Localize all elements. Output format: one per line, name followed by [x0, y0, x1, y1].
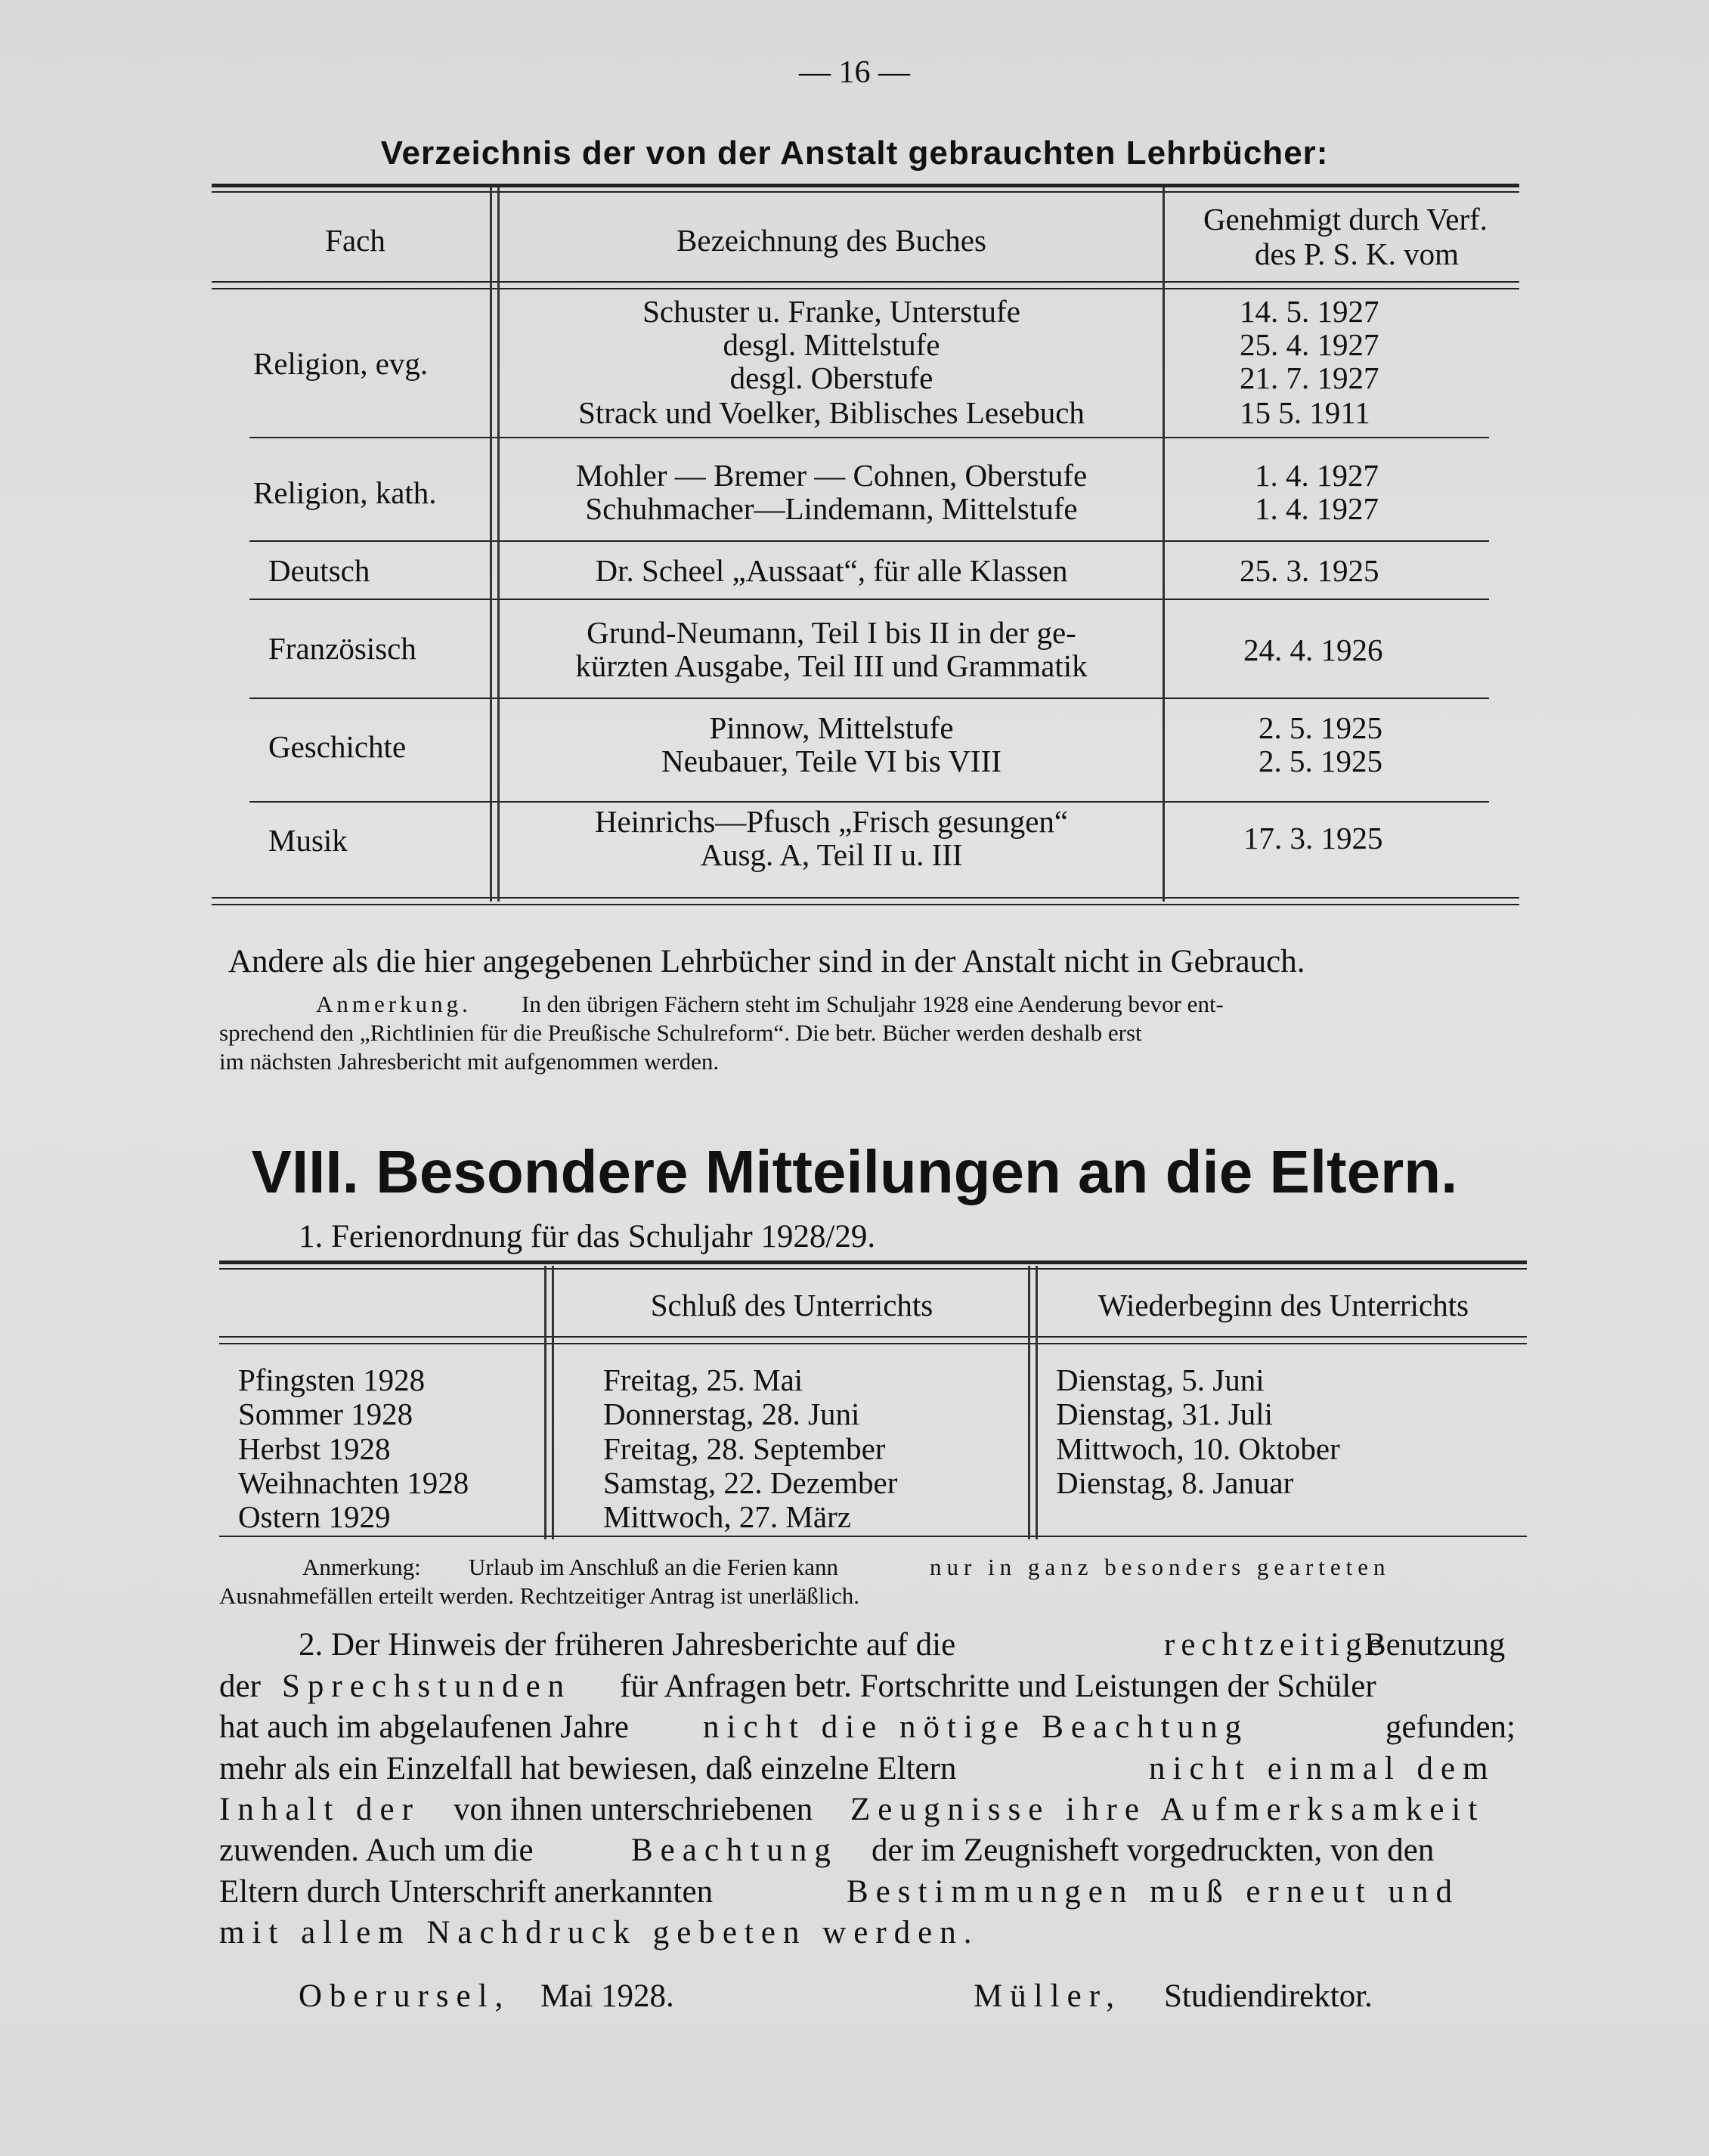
approval-date: 21. 7. 1927: [1240, 360, 1379, 395]
row-divider: [249, 540, 1489, 542]
column-rule: [1036, 1266, 1038, 1539]
book-title: Heinrichs—Pfusch „Frisch gesungen“: [594, 804, 1069, 839]
column-rule: [1028, 1266, 1030, 1539]
book-title: Neubauer, Teile VI bis VIII: [661, 744, 1002, 778]
column-rule: [490, 187, 492, 902]
table-top-rule: [212, 184, 1519, 187]
para-emphasis: nicht einmal dem: [1149, 1751, 1496, 1786]
para-emphasis: mit allem Nachdruck gebeten werden.: [219, 1915, 980, 1950]
table-bottom-rule: [212, 897, 1519, 899]
signature-place: Oberursel,: [299, 1978, 511, 2014]
end-date: Donnerstag, 28. Juni: [603, 1397, 860, 1431]
table-bottom-rule: [219, 1536, 1527, 1537]
para-emphasis: Zeugnisse ihre Aufmerksamkeit: [850, 1792, 1485, 1827]
restart-date: Dienstag, 5. Juni: [1056, 1363, 1265, 1397]
book-title: Schuhmacher—Lindemann, Mittelstufe: [585, 491, 1078, 526]
book-title: Dr. Scheel „Aussaat“, für alle Klassen: [595, 553, 1068, 588]
restart-date: Dienstag, 31. Juli: [1056, 1397, 1273, 1431]
note-label: Anmerkung:: [302, 1554, 421, 1580]
table-header-rule-2: [212, 288, 1519, 289]
para-text: gefunden;: [1385, 1709, 1515, 1745]
row-divider: [249, 698, 1489, 699]
book-title: Ausg. A, Teil II u. III: [700, 837, 963, 872]
note-text: Ausnahmefällen erteilt werden. Rechtzeitiger Antrag ist unerläßlich.: [219, 1582, 860, 1609]
para-emphasis: Beachtung: [631, 1833, 838, 1868]
row-subject: Deutsch: [268, 553, 370, 588]
book-title: Schuster u. Franke, Unterstufe: [642, 294, 1020, 329]
para-text: der im Zeugnisheft vorgedruckten, von den: [872, 1833, 1435, 1868]
holiday-name: Pfingsten 1928: [238, 1363, 426, 1397]
note-text: sprechend den „Richtlinien für die Preußische Schulreform“. Die betr. Bücher werden deshalb erst: [219, 1019, 1142, 1046]
para-text: Eltern durch Unterschrift anerkannten: [219, 1874, 714, 1910]
holiday-name: Ostern 1929: [238, 1499, 391, 1534]
book-title: desgl. Mittelstufe: [723, 327, 940, 362]
row-subject: Musik: [268, 823, 348, 858]
para-text: zuwenden. Auch um die: [219, 1833, 534, 1868]
signature-name: Müller,: [974, 1978, 1122, 2014]
para-text: mehr als ein Einzelfall hat bewiesen, daß einzelne Eltern: [219, 1751, 957, 1786]
approval-date: 1. 4. 1927: [1255, 458, 1379, 493]
row-divider: [249, 437, 1489, 438]
table-top-rule-thin: [212, 191, 1519, 193]
note-text: In den übrigen Fächern steht im Schuljahr 1928 eine Aenderung bevor ent-: [522, 991, 1224, 1017]
column-rule: [544, 1266, 546, 1539]
approval-date: 14. 5. 1927: [1240, 294, 1379, 329]
column-rule: [1163, 187, 1165, 902]
header-book: Bezeichnung des Buches: [676, 223, 986, 258]
restart-date: Mittwoch, 10. Oktober: [1056, 1431, 1340, 1466]
book-title: desgl. Oberstufe: [729, 360, 933, 395]
holiday-name: Herbst 1928: [238, 1431, 391, 1466]
para-emphasis: Bestimmungen muß erneut und: [847, 1874, 1460, 1910]
table-bottom-rule-2: [212, 904, 1519, 905]
para-text: 2. Der Hinweis der früheren Jahresberichte auf die: [299, 1627, 956, 1663]
note-text: Urlaub im Anschluß an die Ferien kann: [469, 1554, 839, 1580]
page-number: — 16 —: [799, 55, 910, 90]
note-text: nur in ganz besonders gearteten: [930, 1554, 1391, 1580]
book-title: Grund-Neumann, Teil I bis II in der ge-: [587, 615, 1076, 650]
end-date: Samstag, 22. Dezember: [603, 1465, 898, 1500]
column-rule: [497, 187, 500, 902]
para-emphasis: Inhalt der: [219, 1792, 420, 1827]
header-approved-2: des P. S. K. vom: [1255, 237, 1459, 271]
signature-date: Mai 1928.: [540, 1978, 674, 2014]
textbook-table-title: Verzeichnis der von der Anstalt gebrauchten Lehrbücher:: [380, 135, 1329, 172]
column-rule: [552, 1266, 554, 1539]
holiday-name: Weihnachten 1928: [238, 1465, 469, 1500]
approval-date: 2. 5. 1925: [1259, 744, 1382, 778]
para-text: hat auch im abgelaufenen Jahre: [219, 1709, 630, 1745]
approval-date: 15 5. 1911: [1240, 395, 1370, 430]
header-subject: Fach: [325, 223, 385, 258]
approval-date: 24. 4. 1926: [1243, 633, 1383, 667]
book-title: Pinnow, Mittelstufe: [709, 710, 954, 745]
book-title: kürzten Ausgabe, Teil III und Grammatik: [575, 648, 1088, 683]
end-date: Freitag, 28. September: [603, 1431, 886, 1466]
table-header-rule: [219, 1336, 1527, 1338]
table-header-rule-2: [219, 1343, 1527, 1344]
book-title: Mohler — Bremer — Cohnen, Oberstufe: [575, 458, 1088, 493]
para-text: der: [219, 1669, 261, 1704]
note-label: Anmerkung.: [316, 991, 472, 1017]
note-text: im nächsten Jahresbericht mit aufgenommen werden.: [219, 1048, 720, 1075]
approval-date: 25. 4. 1927: [1240, 327, 1379, 362]
approval-date: 25. 3. 1925: [1240, 553, 1379, 588]
row-divider: [249, 599, 1489, 600]
header-restart: Wiederbeginn des Unterrichts: [1098, 1288, 1469, 1322]
para-text: von ihnen unterschriebenen: [454, 1792, 813, 1827]
row-subject: Französisch: [268, 631, 416, 666]
header-approved: Genehmigt durch Verf.: [1203, 202, 1488, 237]
para-emphasis: Sprechstunden: [282, 1669, 572, 1704]
row-subject: Religion, kath.: [253, 475, 437, 510]
para-emphasis: rechtzeitige: [1164, 1627, 1389, 1663]
table-top-rule: [219, 1261, 1527, 1264]
para-text: Benutzung: [1364, 1627, 1506, 1663]
header-end: Schluß des Unterrichts: [650, 1288, 933, 1322]
signature-title: Studiendirektor.: [1164, 1978, 1373, 2014]
row-divider: [249, 801, 1489, 803]
book-title: Strack und Voelker, Biblisches Lesebuch: [578, 395, 1085, 430]
holiday-name: Sommer 1928: [238, 1397, 413, 1431]
row-subject: Geschichte: [268, 729, 407, 764]
restart-date: Dienstag, 8. Januar: [1056, 1465, 1294, 1500]
approval-date: 17. 3. 1925: [1243, 821, 1383, 855]
table-header-rule: [212, 281, 1519, 283]
row-subject: Religion, evg.: [253, 346, 429, 381]
table-top-rule-thin: [219, 1268, 1527, 1270]
end-date: Mittwoch, 27. März: [603, 1499, 851, 1534]
para-emphasis: nicht die nötige Beachtung: [703, 1709, 1249, 1745]
end-date: Freitag, 25. Mai: [603, 1363, 803, 1397]
para-text: für Anfragen betr. Fortschritte und Leistungen der Schüler: [620, 1669, 1376, 1704]
approval-date: 1. 4. 1927: [1255, 491, 1379, 526]
approval-date: 2. 5. 1925: [1259, 710, 1382, 745]
section-heading: VIII. Besondere Mitteilungen an die Eltern.: [251, 1138, 1458, 1205]
holiday-table-title: 1. Ferienordnung für das Schuljahr 1928/29.: [299, 1219, 876, 1254]
textbook-footer: Andere als die hier angegebenen Lehrbücher sind in der Anstalt nicht in Gebrauch.: [228, 944, 1305, 979]
